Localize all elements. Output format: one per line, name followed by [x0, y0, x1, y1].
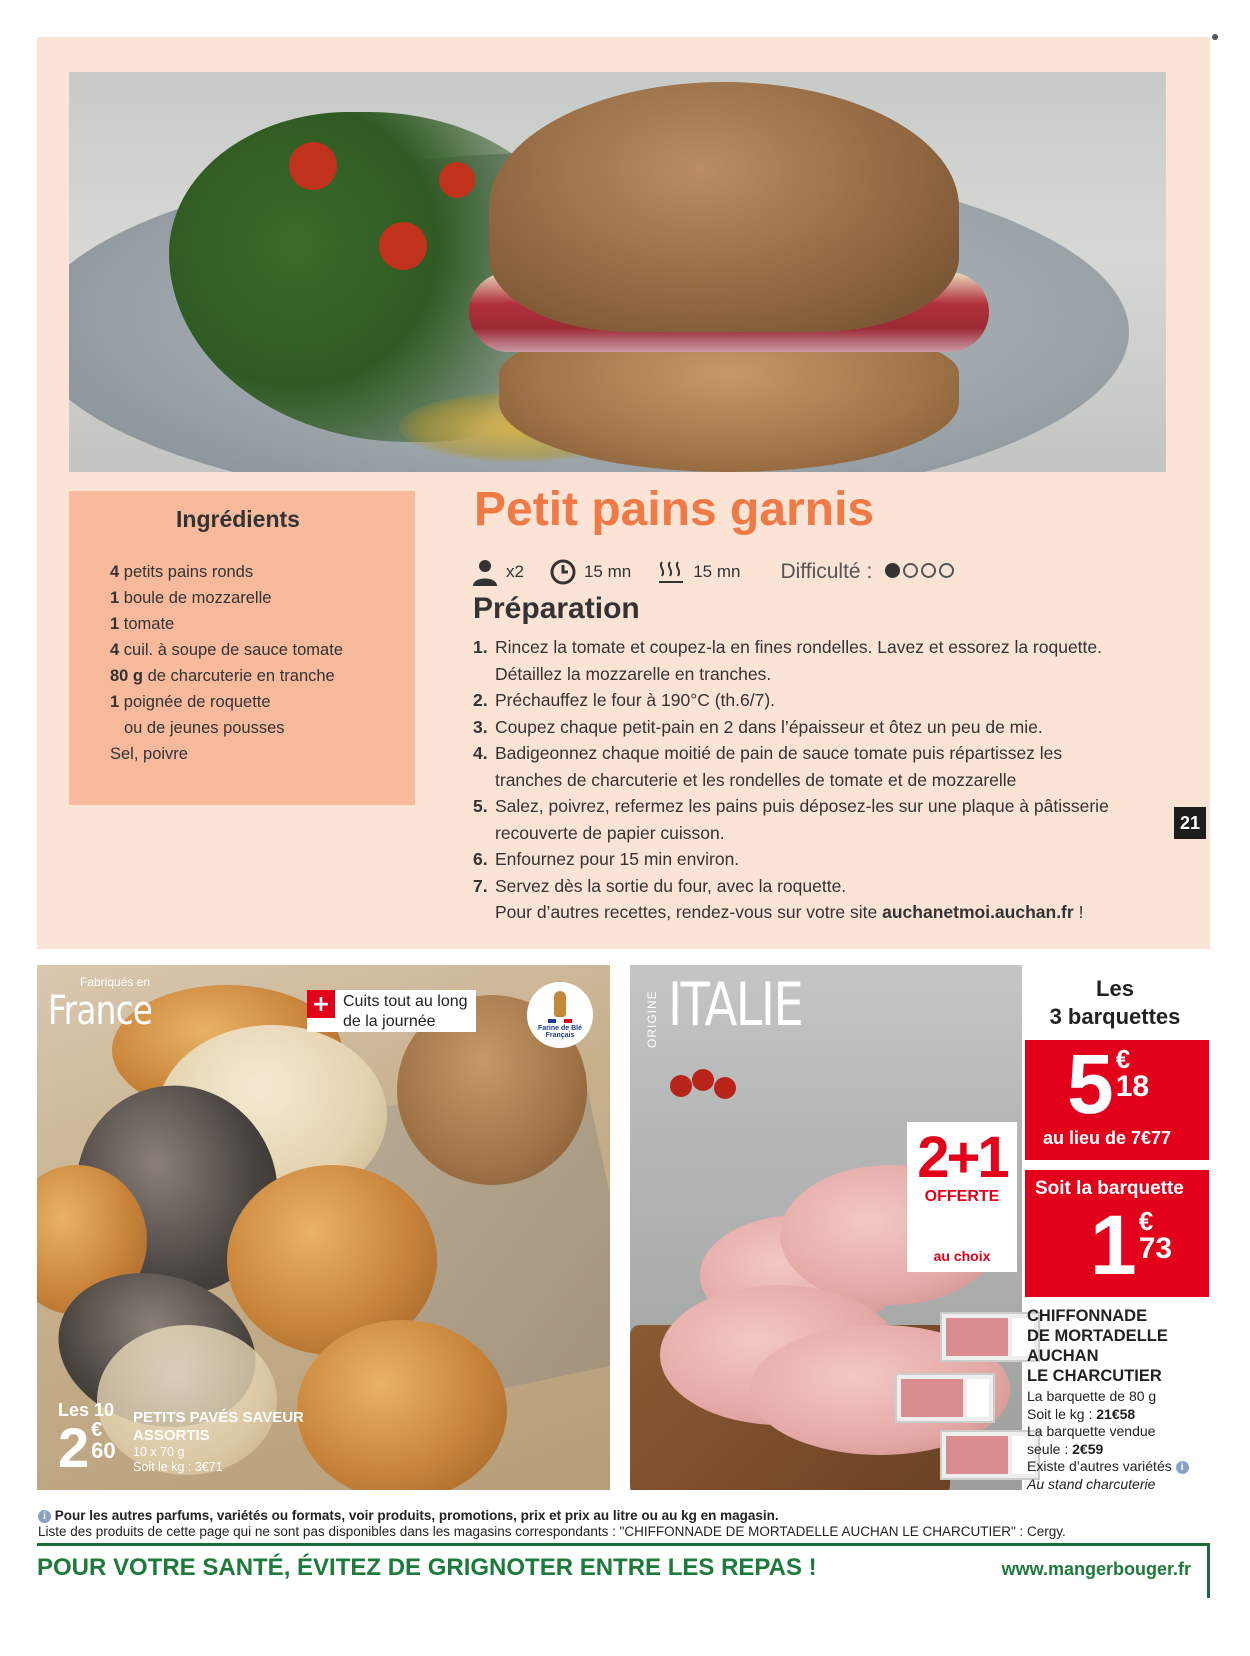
ingredient-item: 1 poignée de roquette [110, 693, 271, 711]
product-pack [940, 1430, 1040, 1480]
plus-icon: + [307, 990, 335, 1018]
difficulty-dot [903, 563, 918, 578]
footnote: i Pour les autres parfums, variétés ou formats, voir produits, promotions, prix et prix au litre ou au kg en magasin. Liste des produits de cette page qui ne sont pas disponibles dans les magasins correspondants : "CHIFFONNADE DE MORTADELLE AUCHAN LE CHARCUTIER" : Cergy. [38, 1508, 1066, 1539]
ingredient-item: 1 tomate [110, 615, 175, 633]
ingredient-item: 4 cuil. à soupe de sauce tomate [110, 641, 343, 659]
ingredient-item: 80 g de charcuterie en tranche [110, 667, 335, 685]
corner-mark [1212, 34, 1218, 40]
recipes-link[interactable]: auchanetmoi.auchan.fr [882, 902, 1074, 922]
heat-icon [657, 560, 685, 584]
french-wheat-logo: Farine de Blé Français [527, 982, 593, 1048]
bread-quantity: Les 10 [58, 1400, 115, 1420]
mortadella-name: CHIFFONNADE DE MORTADELLE AUCHAN LE CHARCUTIER [1027, 1307, 1168, 1385]
preparation-step: 1. Rincez la tomate et coupez-la en fines rondelles. Lavez et essorez la roquette. [473, 637, 1103, 657]
prep-time: 15 mn [550, 559, 631, 585]
ingredients-list [110, 559, 415, 767]
cook-time: 15 mn [657, 560, 740, 584]
wheat-icon [554, 991, 566, 1017]
bread-photo [37, 965, 610, 1490]
recipe-photo [69, 72, 1166, 472]
ingredient-item: Sel, poivre [110, 745, 188, 763]
preparation-step: tranches de charcuterie et les rondelles de tomate et de mozzarelle [495, 769, 1017, 790]
info-icon: i [38, 1510, 51, 1523]
bread-name: PETITS PAVÉS SAVEUR [133, 1409, 304, 1426]
product-pack [940, 1312, 1040, 1362]
unit-price: Soit la barquette 1 € 73 [1025, 1170, 1209, 1297]
bread-price: 2 € 60 [58, 1416, 116, 1479]
ingredients-title: Ingrédients [176, 506, 300, 532]
ingredient-item: 4 petits pains ronds [110, 563, 254, 581]
servings: x2 [472, 558, 524, 586]
health-url[interactable]: www.mangerbouger.fr [1001, 1559, 1191, 1579]
preparation-step: 2. Préchauffez le four à 190°C (th.6/7). [473, 690, 776, 710]
difficulty-dot [939, 563, 954, 578]
health-message: POUR VOTRE SANTÉ, ÉVITEZ DE GRIGNOTER ENTRE LES REPAS ! [37, 1554, 817, 1581]
preparation-step: 7. Servez dès la sortie du four, avec la roquette. [473, 875, 847, 896]
preparation-title: Préparation [473, 592, 640, 625]
lot-label: Les 3 barquettes [1049, 976, 1181, 1029]
mortadella-info: La barquette de 80 g Soit le kg : 21€58 La barquette vendue seule : 2€59 Existe d’autres variétés i Au stand charcuterie [1027, 1388, 1189, 1493]
recipe-title: Petit pains garnis [474, 483, 875, 536]
difficulty: Difficulté : [780, 560, 954, 584]
origin-label: ORIGINE [645, 990, 659, 1048]
ingredient-item: 1 boule de mozzarelle [110, 589, 272, 607]
old-price: au lieu de 7€77 [1043, 1128, 1172, 1148]
ingredients-box [69, 491, 415, 805]
offer-badge: 2+1 OFFERTE au choix [907, 1122, 1017, 1272]
baked-all-day-badge: + Cuits tout au long de la journée [307, 990, 476, 1032]
info-icon: i [1176, 1461, 1189, 1474]
product-pack [895, 1373, 995, 1423]
difficulty-dot [885, 563, 900, 578]
preparation-step: 4. Badigeonnez chaque moitié de pain de sauce tomate puis répartissez les [473, 743, 1063, 763]
made-in-label: Fabriqués en [80, 975, 151, 989]
difficulty-dot [921, 563, 936, 578]
bread-info: PETITS PAVÉS SAVEUR ASSORTIS 10 x 70 g Soit le kg : 3€71 [133, 1409, 304, 1474]
clock-icon [550, 559, 576, 585]
origin-country: ITALIE [668, 970, 803, 1040]
more-recipes: Pour d’autres recettes, rendez-vous sur votre site auchanetmoi.auchan.fr ! [495, 902, 1084, 922]
difficulty-dots [882, 563, 954, 578]
health-banner [37, 1543, 1210, 1598]
ingredient-item: ou de jeunes pousses [124, 719, 285, 737]
bread-format: 10 x 70 g [133, 1445, 185, 1459]
preparation-step: 5. Salez, poivrez, refermez les pains puis déposez-les sur une plaque à pâtisserie [473, 796, 1109, 816]
made-in-country: France [48, 988, 153, 1034]
bread-price-per-kg: Soit le kg : 3€71 [133, 1460, 223, 1474]
lot-price: 5 € 18 au lieu de 7€77 [1025, 1040, 1209, 1160]
preparation-step: 3. Coupez chaque petit-pain en 2 dans l’épaisseur et ôtez un peu de mie. [473, 716, 1043, 737]
french-flag-icon [548, 1019, 572, 1023]
person-icon [472, 558, 498, 586]
preparation-steps [473, 634, 1163, 926]
page-number: 21 [1174, 807, 1206, 839]
preparation-step: 6. Enfournez pour 15 min environ. [473, 849, 740, 869]
preparation-step: Détaillez la mozzarelle en tranches. [495, 663, 772, 684]
recipe-meta [472, 556, 954, 588]
preparation-step: recouverte de papier cuisson. [495, 822, 725, 843]
